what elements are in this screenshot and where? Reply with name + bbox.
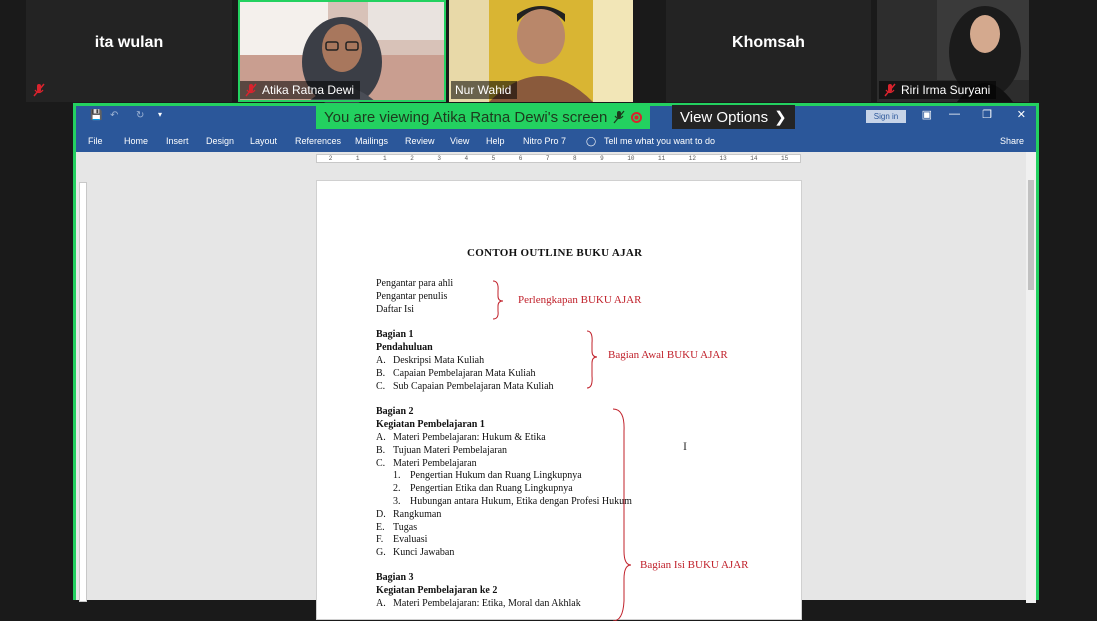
ribbon-display-icon[interactable]: ▣ [921, 109, 932, 121]
document-title: CONTOH OUTLINE BUKU AJAR [467, 247, 643, 259]
tab-layout[interactable]: Layout [250, 136, 278, 146]
ruler-label: 9 [600, 155, 604, 162]
outline-item: B. Tujuan Materi Pembelajaran [376, 445, 508, 456]
ruler-label: 5 [491, 155, 496, 162]
save-icon[interactable]: 💾 [90, 110, 103, 121]
participant-tile-ita-wulan[interactable] [26, 0, 232, 102]
outline-subitem: 3. Hubungan antara Hukum, Etika dengan Profesi Hukum [393, 496, 632, 507]
vertical-ruler[interactable] [79, 182, 87, 602]
participant-tile-nur-wahid[interactable] [449, 0, 633, 102]
mic-muted-icon [244, 83, 258, 97]
annotation-label: Bagian Isi BUKU AJAR [640, 559, 749, 571]
shared-screen [73, 103, 1039, 609]
tab-review[interactable]: Review [405, 136, 435, 146]
tab-help[interactable]: Help [486, 136, 505, 146]
tab-view[interactable]: View [450, 136, 470, 146]
ruler-label: 1 [383, 155, 387, 162]
participant-tile-khomsah[interactable] [666, 0, 871, 102]
outline-item: A. Materi Pembelajaran: Etika, Moral dan Akhlak [376, 598, 581, 609]
participant-name: Riri Irma Suryani [901, 83, 991, 97]
redo-icon[interactable]: ↻ [136, 110, 145, 121]
share-banner-text: You are viewing Atika Ratna Dewi's screen [324, 108, 608, 126]
participant-name: Atika Ratna Dewi [262, 83, 355, 97]
annotation-braces [317, 181, 803, 621]
lightbulb-icon: ◯ [586, 136, 597, 146]
outline-item: B. Capaian Pembelajaran Mata Kuliah [376, 368, 536, 379]
screen-share-banner [316, 105, 650, 129]
outline-heading: Kegiatan Pembelajaran ke 2 [376, 585, 498, 596]
tell-me-search[interactable]: Tell me what you want to do [604, 136, 716, 146]
tab-insert[interactable]: Insert [166, 136, 189, 146]
ruler-label: 14 [750, 155, 758, 162]
outline-item: G. Kunci Jawaban [376, 547, 455, 558]
outline-item: E. Tugas [376, 522, 418, 533]
ruler-label: 2 [410, 155, 414, 162]
ruler-label: 10 [627, 155, 635, 162]
outline-item: C. Sub Capaian Pembelajaran Mata Kuliah [376, 381, 554, 392]
outline-item: D. Rangkuman [376, 509, 442, 520]
minimize-icon[interactable]: — [949, 108, 960, 120]
annotation-label: Bagian Awal BUKU AJAR [608, 349, 728, 361]
outline-line: Pengantar para ahli [376, 278, 454, 289]
tab-home[interactable]: Home [124, 136, 149, 146]
ruler-label: 7 [545, 155, 550, 162]
ruler-label: 12 [688, 155, 696, 162]
document-page[interactable] [316, 180, 802, 620]
view-options-label: View Options [680, 108, 769, 126]
participant-name: ita wulan [94, 34, 164, 51]
tab-nitro-pro[interactable]: Nitro Pro 7 [523, 136, 567, 146]
ruler-label: 6 [518, 155, 523, 162]
customize-qat-icon[interactable]: ▾ [158, 110, 163, 119]
outline-subitem: 2. Pengertian Etika dan Ruang Lingkupnya [393, 483, 573, 494]
ruler-label: 11 [658, 155, 666, 162]
ruler-label: 3 [437, 155, 441, 162]
outline-heading: Kegiatan Pembelajaran 1 [376, 419, 485, 430]
word-ribbon-tabs [76, 130, 1036, 152]
participant-name-tag [451, 81, 517, 99]
participant-name: Nur Wahid [455, 83, 512, 97]
chevron-down-icon: ❯ [774, 109, 787, 126]
ruler-label: 1 [355, 155, 360, 162]
tab-mailings[interactable]: Mailings [355, 136, 389, 146]
outline-subitem: 1. Pengertian Hukum dan Ruang Lingkupnya [393, 470, 582, 481]
sign-in-button[interactable]: Sign in [866, 110, 906, 123]
outline-heading: Bagian 2 [376, 406, 414, 417]
share-button[interactable]: Share [999, 136, 1024, 146]
close-icon[interactable]: ✕ [1016, 109, 1026, 121]
ruler-label: 2 [328, 155, 333, 162]
tab-design[interactable]: Design [206, 136, 235, 146]
participant-name: Khomsah [732, 34, 805, 51]
participant-strip [0, 0, 1097, 103]
restore-icon[interactable]: ❐ [982, 109, 992, 121]
participant-name-tag [879, 81, 996, 99]
outline-line: Daftar Isi [376, 304, 415, 315]
outline-item: F. Evaluasi [376, 534, 428, 545]
outline-item: A. Materi Pembelajaran: Hukum & Etika [376, 432, 546, 443]
ruler-label: 13 [719, 155, 727, 162]
mic-muted-icon [32, 83, 46, 97]
mute-indicator [28, 81, 52, 99]
outline-line: Pengantar penulis [376, 291, 448, 302]
outline-heading: Bagian 1 [376, 329, 414, 340]
participant-name-tag [240, 81, 360, 99]
participant-tile-riri-irma-suryani[interactable] [877, 0, 1029, 102]
tab-file[interactable]: File [88, 136, 103, 146]
scrollbar-thumb[interactable] [1028, 180, 1034, 290]
recording-icon [631, 112, 642, 123]
tab-references[interactable]: References [295, 136, 342, 146]
horizontal-ruler[interactable] [316, 154, 801, 163]
ruler-label: 15 [780, 155, 789, 162]
view-options-button[interactable] [672, 105, 795, 129]
annotation-label: Perlengkapan BUKU AJAR [518, 294, 642, 306]
text-cursor-icon: I [683, 439, 687, 453]
mic-muted-icon [613, 110, 625, 124]
outline-heading: Bagian 3 [376, 572, 414, 583]
outline-item: A. Deskripsi Mata Kuliah [376, 355, 485, 366]
outline-heading: Pendahuluan [376, 342, 433, 353]
outline-item: C. Materi Pembelajaran [376, 458, 477, 469]
ruler-label: 8 [573, 155, 577, 162]
participant-tile-atika-ratna-dewi[interactable] [238, 0, 446, 102]
vertical-scrollbar[interactable] [1026, 152, 1036, 603]
ruler-label: 4 [464, 155, 469, 162]
mic-muted-icon [883, 83, 897, 97]
undo-icon[interactable]: ↶ [110, 110, 119, 121]
